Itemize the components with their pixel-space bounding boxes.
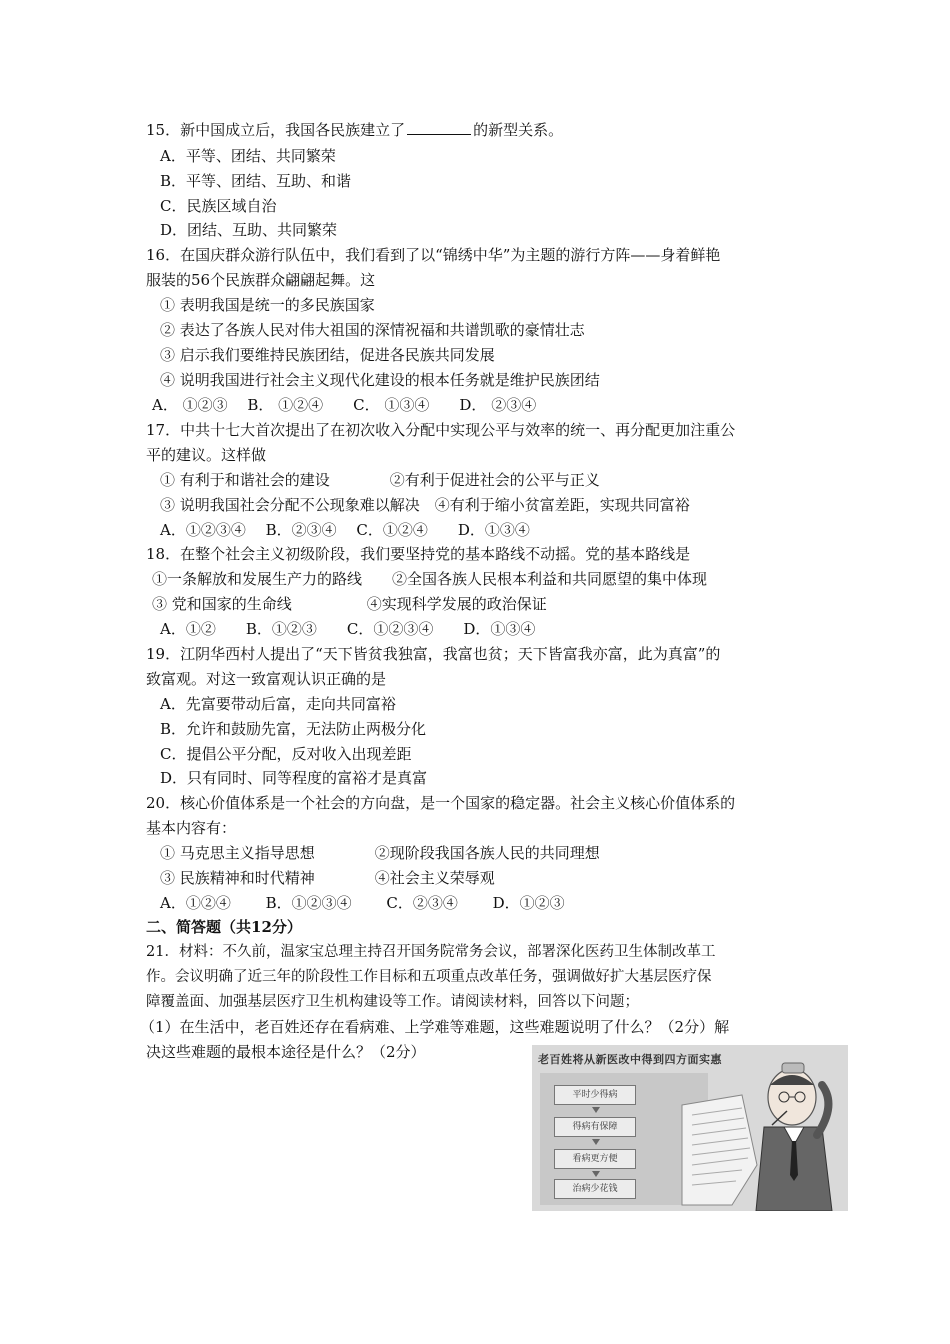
figure-step-2: 得病有保障	[554, 1117, 636, 1137]
q21-part1-line2: 决这些难题的最根本途径是什么？（2分）	[146, 1043, 426, 1061]
q20-statements-1-2: ① 马克思主义指导思想 ②现阶段我国各族人民的共同理想	[160, 844, 600, 862]
q16-statement-3: ③ 启示我们要维持民族团结，促进各民族共同发展	[160, 346, 495, 364]
q21-material-line2: 作。会议明确了近三年的阶段性工作目标和五项重点改革任务，强调做好扩大基层医疗保	[146, 969, 712, 985]
q20-choices: A．①②④ B．①②③④ C．②③④ D．①②③	[160, 894, 565, 912]
q19-option-d: D．只有同时、同等程度的富裕才是真富	[160, 769, 428, 787]
q19-stem-line1: 19．江阴华西村人提出了“天下皆贫我独富，我富也贫；天下皆富我亦富，此为真富”的	[146, 645, 721, 663]
fill-blank	[407, 120, 471, 135]
q15-stem-part2: 的新型关系。	[473, 121, 564, 139]
q20-statements-3-4: ③ 民族精神和时代精神 ④社会主义荣辱观	[160, 869, 495, 887]
q18-statements-3-4: ③ 党和国家的生命线 ④实现科学发展的政治保证	[152, 595, 547, 613]
q15-stem	[146, 120, 563, 140]
q18-choices: A．①② B．①②③ C．①②③④ D．①③④	[160, 620, 536, 638]
q21-material-line1: 21．材料：不久前，温家宝总理主持召开国务院常务会议，部署深化医药卫生体制改革工	[146, 944, 716, 960]
healthcare-reform-illustration	[532, 1045, 848, 1211]
q20-stem-line2: 基本内容有：	[146, 819, 237, 837]
q16-stem-line2: 服装的56个民族群众翩翩起舞。这	[146, 271, 376, 289]
q15-option-b: B．平等、团结、互助、和谐	[160, 172, 352, 190]
figure-title: 老百姓将从新医改中得到四方面实惠	[538, 1053, 722, 1066]
worried-man-cartoon	[532, 1045, 848, 1211]
q20-stem-line1: 20．核心价值体系是一个社会的方向盘，是一个国家的稳定器。社会主义核心价值体系的	[146, 794, 736, 812]
q15-option-c: C．民族区域自治	[160, 197, 277, 215]
q16-statement-1: ① 表明我国是统一的多民族国家	[160, 296, 375, 314]
q15-stem-part1: 15．新中国成立后，我国各民族建立了	[146, 121, 406, 139]
section-heading: 二、简答题（共12分）	[146, 918, 302, 936]
q15-option-a: A．平等、团结、共同繁荣	[160, 147, 336, 165]
q16-stem-line1: 16．在国庆群众游行队伍中，我们看到了以“锦绣中华”为主题的游行方阵——身着鲜艳	[146, 246, 721, 264]
q15-option-d: D．团结、互助、共同繁荣	[160, 221, 338, 239]
q17-statements-1-2: ① 有利于和谐社会的建设 ②有利于促进社会的公平与正义	[160, 471, 600, 489]
q16-choices: A． ①②③ B． ①②④ C． ①③④ D． ②③④	[152, 396, 537, 414]
q21-part1-line1: （1）在生活中，老百姓还存在看病难、上学难等难题，这些难题说明了什么？（2分）解	[140, 1018, 730, 1036]
q17-stem-line1: 17．中共十七大首次提出了在初次收入分配中实现公平与效率的统一、再分配更加注重公	[146, 421, 736, 439]
q17-choices: A．①②③④ B．②③④ C．①②④ D．①③④	[160, 521, 530, 539]
q17-statements-3-4: ③ 说明我国社会分配不公现象难以解决 ④有利于缩小贫富差距，实现共同富裕	[160, 496, 690, 514]
q16-statement-2: ② 表达了各族人民对伟大祖国的深情祝福和共谱凯歌的豪情壮志	[160, 321, 585, 339]
q17-stem-line2: 平的建议。这样做	[146, 446, 267, 464]
figure-step-1: 平时少得病	[554, 1085, 636, 1105]
q16-statement-4: ④ 说明我国进行社会主义现代化建设的根本任务就是维护民族团结	[160, 371, 600, 389]
q19-option-c: C．提倡公平分配，反对收入出现差距	[160, 745, 412, 763]
q19-option-b: B．允许和鼓励先富，无法防止两极分化	[160, 720, 427, 738]
q18-statements-1-2: ①一条解放和发展生产力的路线 ②全国各族人民根本利益和共同愿望的集中体现	[152, 570, 708, 588]
figure-step-4: 治病少花钱	[554, 1179, 636, 1199]
figure-step-3: 看病更方便	[554, 1149, 636, 1169]
q18-stem: 18．在整个社会主义初级阶段，我们要坚持党的基本路线不动摇。党的基本路线是	[146, 545, 691, 563]
q19-stem-line2: 致富观。对这一致富观认识正确的是	[146, 670, 387, 688]
q19-option-a: A．先富要带动后富，走向共同富裕	[160, 695, 396, 713]
q21-material-line3: 障覆盖面、加强基层医疗卫生机构建设等工作。请阅读材料，回答以下问题；	[146, 994, 639, 1010]
